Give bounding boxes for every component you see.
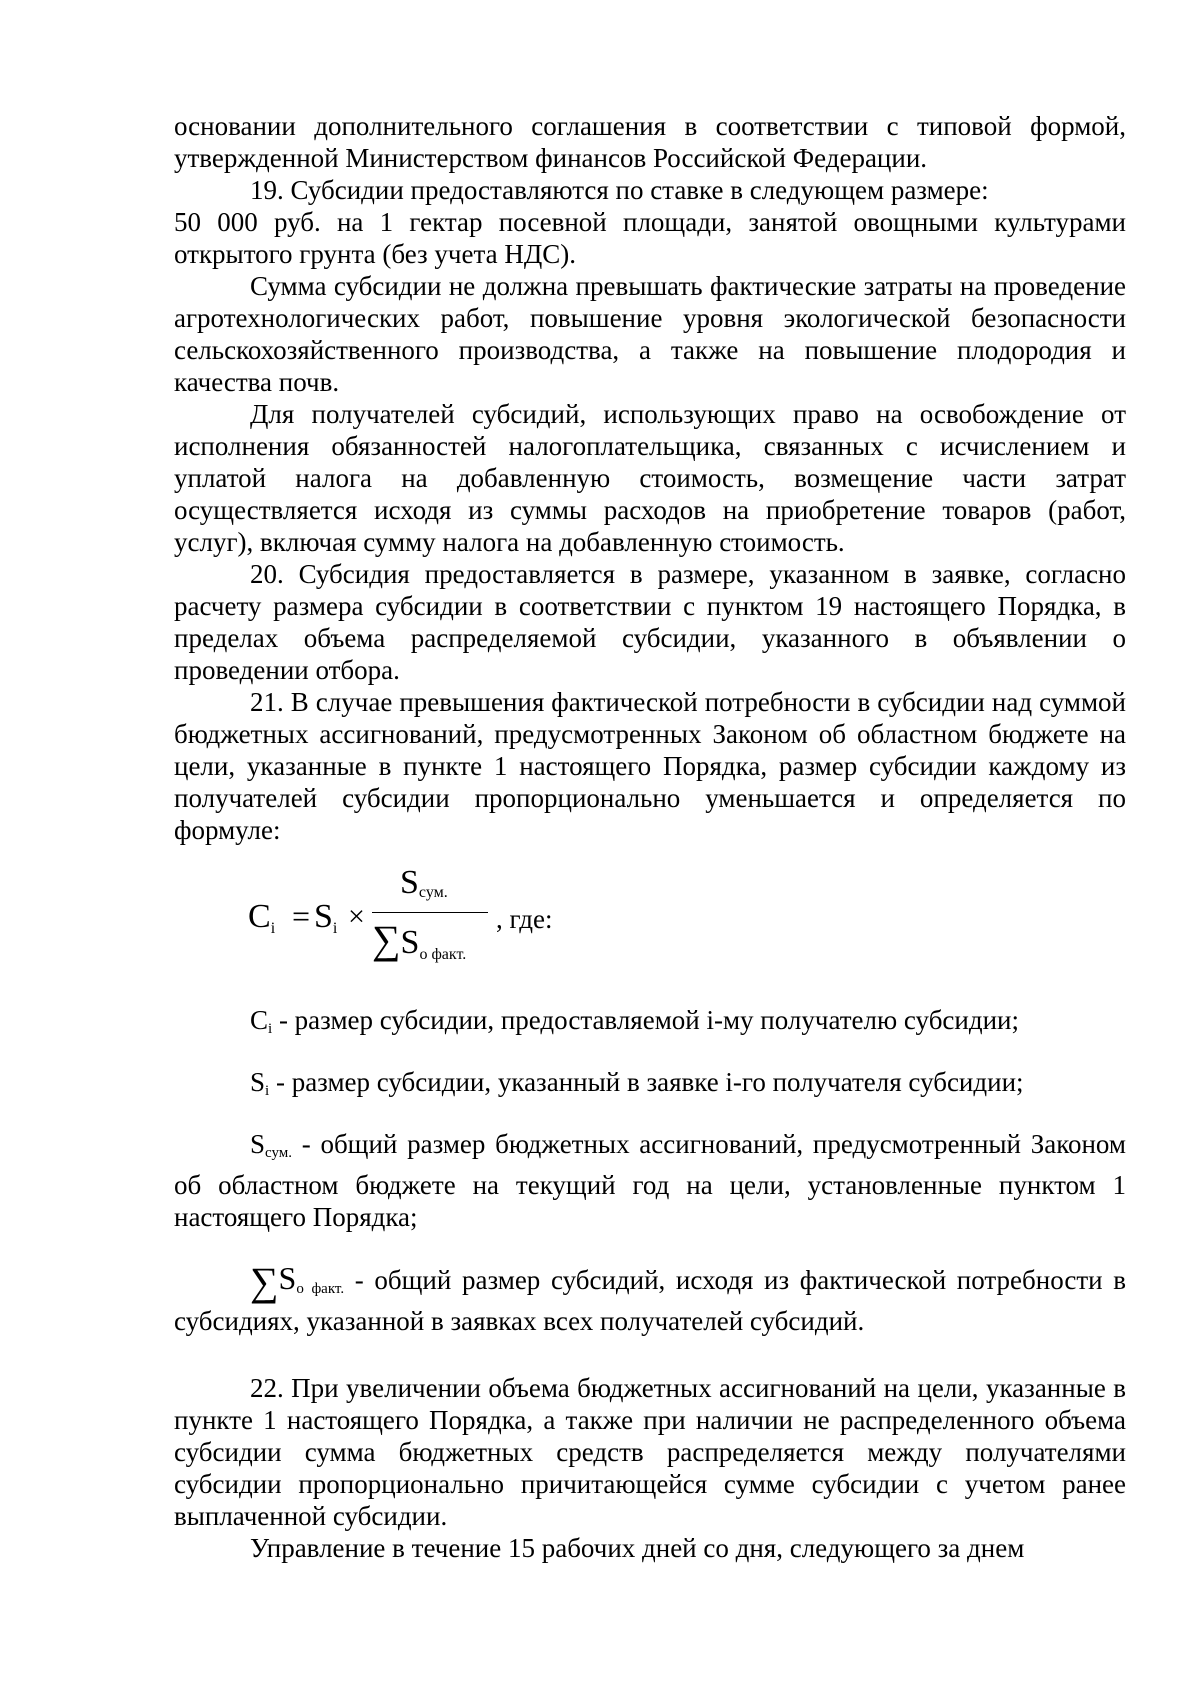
definition-ci: $C_i$ - размер субсидии, предоставляемой i-му получателю субсидии; (250, 1005, 1019, 1037)
subsidy-formula (248, 864, 588, 963)
definition-si: $S_i$ - размер субсидии, указанный в заявке i-го получателя субсидии; (250, 1067, 1024, 1099)
paragraph-upravlenie: Управление в течение 15 рабочих дней со дня, следующего за днем (250, 1533, 1025, 1563)
paragraph-line: утвержденной Министерством финансов Российской Федерации. (174, 143, 928, 173)
paragraph-20: 20. Субсидия предоставляется в размере, указанном в заявке, согласно расчету размера субсидии в соответствии с пунктом 19 настоящего Порядка, в пределах объема распределяемой субсидии, указанного в объявлении о проведении отбора. (174, 559, 1126, 685)
paragraph-continuation (174, 110, 1126, 174)
body-text-bottom (174, 1372, 1126, 1564)
definition-sfact: $\sum S_{о факт.}$ - общий размер субсидий, исходя из фактической потребности в субсидиях, указанной в заявках всех получателей субсидий. (174, 1259, 1126, 1336)
paragraph-22: 22. При увеличении объема бюджетных ассигнований на цели, указанные в пункте 1 настоящего Порядка, а также при наличии не распределенного объема субсидии сумма бюджетных средств распределяется между получателями субсидии пропорционально причитающейся сумме субсидии с учетом ранее выплаченной субсидии. (174, 1373, 1126, 1531)
formula-si: $S_i$ (314, 898, 338, 937)
definition-ssum: $S_{сум.}$ - общий размер бюджетных ассигнований, предусмотренный Законом об областном бюджете на текущий год на цели, установленные пунктом 1 настоящего Порядка; (174, 1129, 1126, 1232)
paragraph-line: основании дополнительного соглашения в соответствии с типовой формой, (174, 111, 1126, 141)
formula-numerator: $S_{сум.}$ (400, 864, 448, 901)
fraction-bar (372, 912, 488, 913)
formula-ci: $C_i$ (248, 898, 276, 937)
paragraph-21: 21. В случае превышения фактической потребности в субсидии над суммой бюджетных ассигнований, предусмотренных Законом об областном бюджете на цели, указанные в пункте 1 настоящего Порядка, размер субсидии каждому из получателей субсидии пропорционально уменьшается и определяется по формуле: (174, 687, 1126, 845)
formula-equals: = (292, 898, 311, 934)
paragraph-vat: Для получателей субсидий, использующих право на освобождение от исполнения обязанностей налогоплательщика, связанных с исчислением и уплатой налога на добавленную стоимость, возмещение части затрат осуществляется исходя из суммы расходов на приобретение товаров (работ, услуг), включая сумму налога на добавленную стоимость. (174, 399, 1126, 557)
paragraph-sum-limit: Сумма субсидии не должна превышать фактические затраты на проведение агротехнологических работ, повышение уровня экологической безопасности сельскохозяйственного производства, а также на повышение плодородия и качества почв. (174, 271, 1126, 397)
formula-where: , где: (496, 904, 553, 934)
paragraph-19-rate: 50 000 руб. на 1 гектар посевной площади, занятой овощными культурами открытого грунта (без учета НДС). (174, 207, 1126, 269)
paragraph-19-heading: 19. Субсидии предоставляются по ставке в следующем размере: (250, 175, 989, 205)
formula-denominator: $\sum S_{о факт.}$ (372, 917, 467, 963)
formula-times: × (348, 900, 365, 933)
body-text-top (174, 110, 1126, 846)
